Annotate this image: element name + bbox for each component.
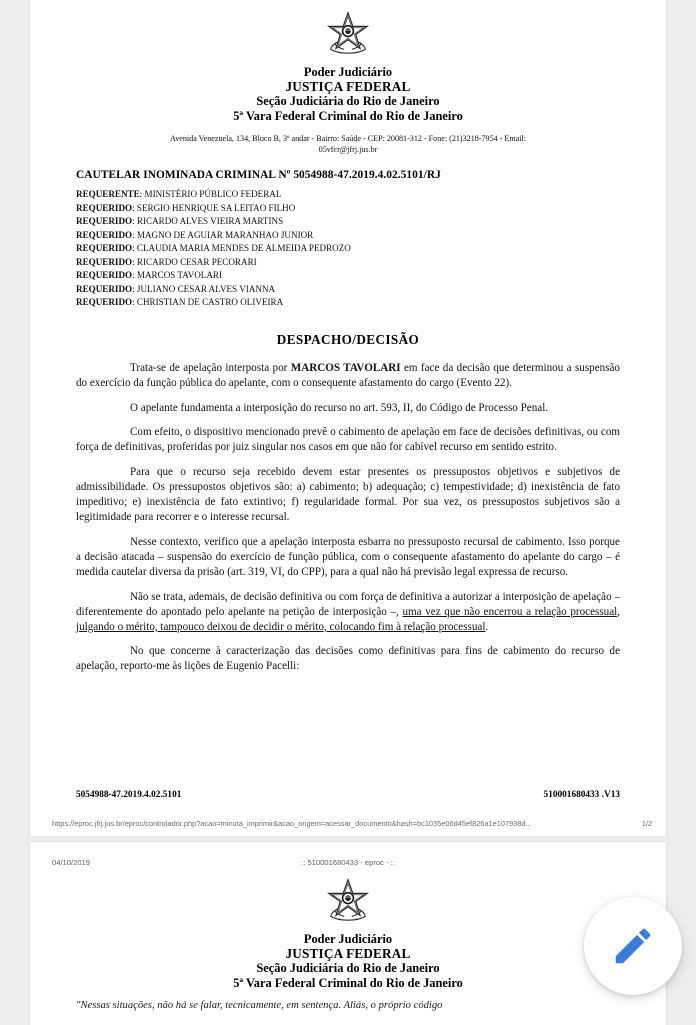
party-row: REQUERIDO: MAGNO DE AGUIAR MARANHAO JUNIOR <box>76 229 314 240</box>
paragraph-6-part-a: Não se trata, ademais, de decisão definitiva ou com força de definitiva a autorizar a interposição de apelação – diferentemente do apontado pelo apelante na petição de interposição –, <box>76 590 620 618</box>
paragraph-4: Para que o recurso seja recebido devem estar presentes os pressupostos objetivos e subjetivos de admissibilidade. Os pressupostos objetivos são: a) cabimento; b) adequação; c) tempestividade; d) inexistência de fato impeditivo; e) inexistência de fato extintivo; f) regularidade formal. Por sua vez, os pressupostos subjetivos são a legitimidade para recorrer e o interesse recursal. <box>76 465 620 524</box>
running-header <box>30 842 666 867</box>
address-line-1: Avenida Venezuela, 134, Bloco B, 3º andar - Bairro: Saúde - CEP: 20081-312 - Fone: (21)3218-7954 - Email: <box>169 134 526 144</box>
party-row: REQUERIDO: RICARDO ALVES VIEIRA MARTINS <box>76 216 284 227</box>
edit-fab-button[interactable] <box>584 897 682 995</box>
brazil-coat-of-arms-icon <box>324 877 372 925</box>
paragraph-1-part-a: Trata-se de apelação interposta por <box>130 361 291 374</box>
emblem-container-page2 <box>76 867 620 930</box>
browser-print-footer <box>52 819 652 828</box>
running-header-right <box>449 858 644 867</box>
party-role: REQUERIDO <box>76 243 133 254</box>
quote-paragraph: "Nessas situações, não há se falar, tecnicamente, em sentença. Aliás, o próprio código <box>76 1000 443 1012</box>
brazil-coat-of-arms-icon <box>324 10 372 58</box>
court-line-secao-judiciaria: Seção Judiciária do Rio de Janeiro <box>256 94 440 109</box>
appellant-name: MARCOS TAVOLARI <box>290 361 401 374</box>
court-header <box>76 65 620 123</box>
court-line-justica-federal: JUSTIÇA FEDERAL <box>285 78 411 94</box>
party-name: RICARDO CESAR PECORARI <box>136 256 257 267</box>
decision-heading: DESPACHO/DECISÃO <box>276 331 420 347</box>
parties-list <box>76 188 620 310</box>
party-row: REQUERIDO: JULIANO CESAR ALVES VIANNA <box>76 283 276 294</box>
paragraph-6 <box>76 590 620 635</box>
emblem-container <box>76 0 620 63</box>
party-name: JULIANO CESAR ALVES VIANNA <box>136 283 276 294</box>
running-header-id: :: 510001680433 - eproc - :: <box>301 858 395 867</box>
party-role: REQUERIDO <box>76 256 133 267</box>
party-row: REQUERIDO: RICARDO CESAR PECORARI <box>76 256 257 267</box>
paragraph-5: Nesse contexto, verifico que a apelação interposta esbarra no pressuposto recursal de cabimento. Isso porque a decisão atacada – suspensão do exercício de função pública, com o consequente afastamento do apelante do cargo – é medida cautelar diversa da prisão (art. 319, VI, do CPP), para a qual não há previsão legal expressa de recurso. <box>76 535 620 578</box>
court-line-vara: 5ª Vara Federal Criminal do Rio de Janeiro <box>233 108 463 123</box>
court-line-justica-federal: JUSTIÇA FEDERAL <box>285 945 411 961</box>
court-line-poder-judiciario: Poder Judiciário <box>303 65 393 79</box>
court-line-vara: 5ª Vara Federal Criminal do Rio de Janeiro <box>233 975 463 990</box>
party-role: REQUERIDO <box>76 283 133 294</box>
footer-url: https://eproc.jfrj.jus.br/eproc/controlador.php?acao=minuta_imprimir&acao_origem=acessar_documento&hash=bc1035e06d45ef826a1e107938d... <box>52 819 532 828</box>
party-role: REQUERENTE <box>76 189 140 200</box>
party-row: REQUERIDO: MARCOS TAVOLARI <box>76 270 222 281</box>
document-footer <box>76 790 620 800</box>
footer-page-number: 1/2 <box>641 819 652 828</box>
party-name: MAGNO DE AGUIAR MARANHAO JUNIOR <box>136 229 314 240</box>
paragraph-6-underlined: uma vez que não encerrou a relação processual, julgando o mérito, tampouco deixou de decidir o mérito, colocando fim à relação processual <box>76 605 620 633</box>
party-name: CLAUDIA MARIA MENDES DE ALMEIDA PEDROZO <box>136 243 351 254</box>
party-role: REQUERIDO <box>76 229 133 240</box>
party-name: RICARDO ALVES VIEIRA MARTINS <box>136 216 284 227</box>
party-name: CHRISTIAN DE CASTRO OLIVEIRA <box>136 297 284 308</box>
party-row: REQUERENTE: MINISTÉRIO PÚBLICO FEDERAL <box>76 189 282 200</box>
party-role: REQUERIDO <box>76 202 133 213</box>
footer-document-id: 510001680433 .V13 <box>543 790 620 800</box>
document-page-1 <box>30 0 666 836</box>
party-row: REQUERIDO: CLAUDIA MARIA MENDES DE ALMEIDA PEDROZO <box>76 243 351 254</box>
address-line-2: 05vfcr@jfrj.jus.br <box>318 144 378 154</box>
paragraph-7: No que concerne à caracterização das decisões como definitivas para fins de cabimento do recurso de apelação, reporto-me às lições de Eugenio Pacelli: <box>76 645 620 673</box>
document-body <box>76 361 620 675</box>
paragraph-6-part-b: . <box>485 620 489 633</box>
court-header-page2 <box>76 932 620 990</box>
paragraph-1 <box>76 361 620 391</box>
case-title: CAUTELAR INOMINADA CRIMINAL Nº 5054988-47.2019.4.02.5101/RJ <box>76 169 441 182</box>
party-name: SERGIO HENRIQUE SA LEITAO FILHO <box>136 202 296 213</box>
party-name: MINISTÉRIO PÚBLICO FEDERAL <box>144 189 282 200</box>
document-page-2 <box>30 842 666 1025</box>
party-role: REQUERIDO <box>76 297 133 308</box>
party-role: REQUERIDO <box>76 270 133 281</box>
court-line-secao-judiciaria: Seção Judiciária do Rio de Janeiro <box>256 961 440 976</box>
running-header-date: 04/10/2019 <box>52 858 91 867</box>
court-address <box>76 134 620 155</box>
footer-case-number: 5054988-47.2019.4.02.5101 <box>76 790 182 800</box>
court-line-poder-judiciario: Poder Judiciário <box>303 932 393 946</box>
paragraph-1-part-b: em face da decisão que determinou a suspensão do exercício da função pública do apelante, com o consequente afastamento do cargo (Evento 22). <box>76 361 620 389</box>
pencil-edit-icon <box>610 923 656 969</box>
party-name: MARCOS TAVOLARI <box>136 270 222 281</box>
paragraph-3: Com efeito, o dispositivo mencionado prevê o cabimento de apelação em face de decisões definitivas, ou com força de definitivas, proferidas por juiz singular nos casos em que não for cabível recurso em sentido estrito. <box>76 426 620 454</box>
party-row: REQUERIDO: CHRISTIAN DE CASTRO OLIVEIRA <box>76 297 284 308</box>
party-role: REQUERIDO <box>76 216 133 227</box>
party-row: REQUERIDO: SERGIO HENRIQUE SA LEITAO FILHO <box>76 202 296 213</box>
paragraph-2: O apelante fundamenta a interposição do recurso no art. 593, II, do Código de Processo Penal. <box>130 401 549 414</box>
